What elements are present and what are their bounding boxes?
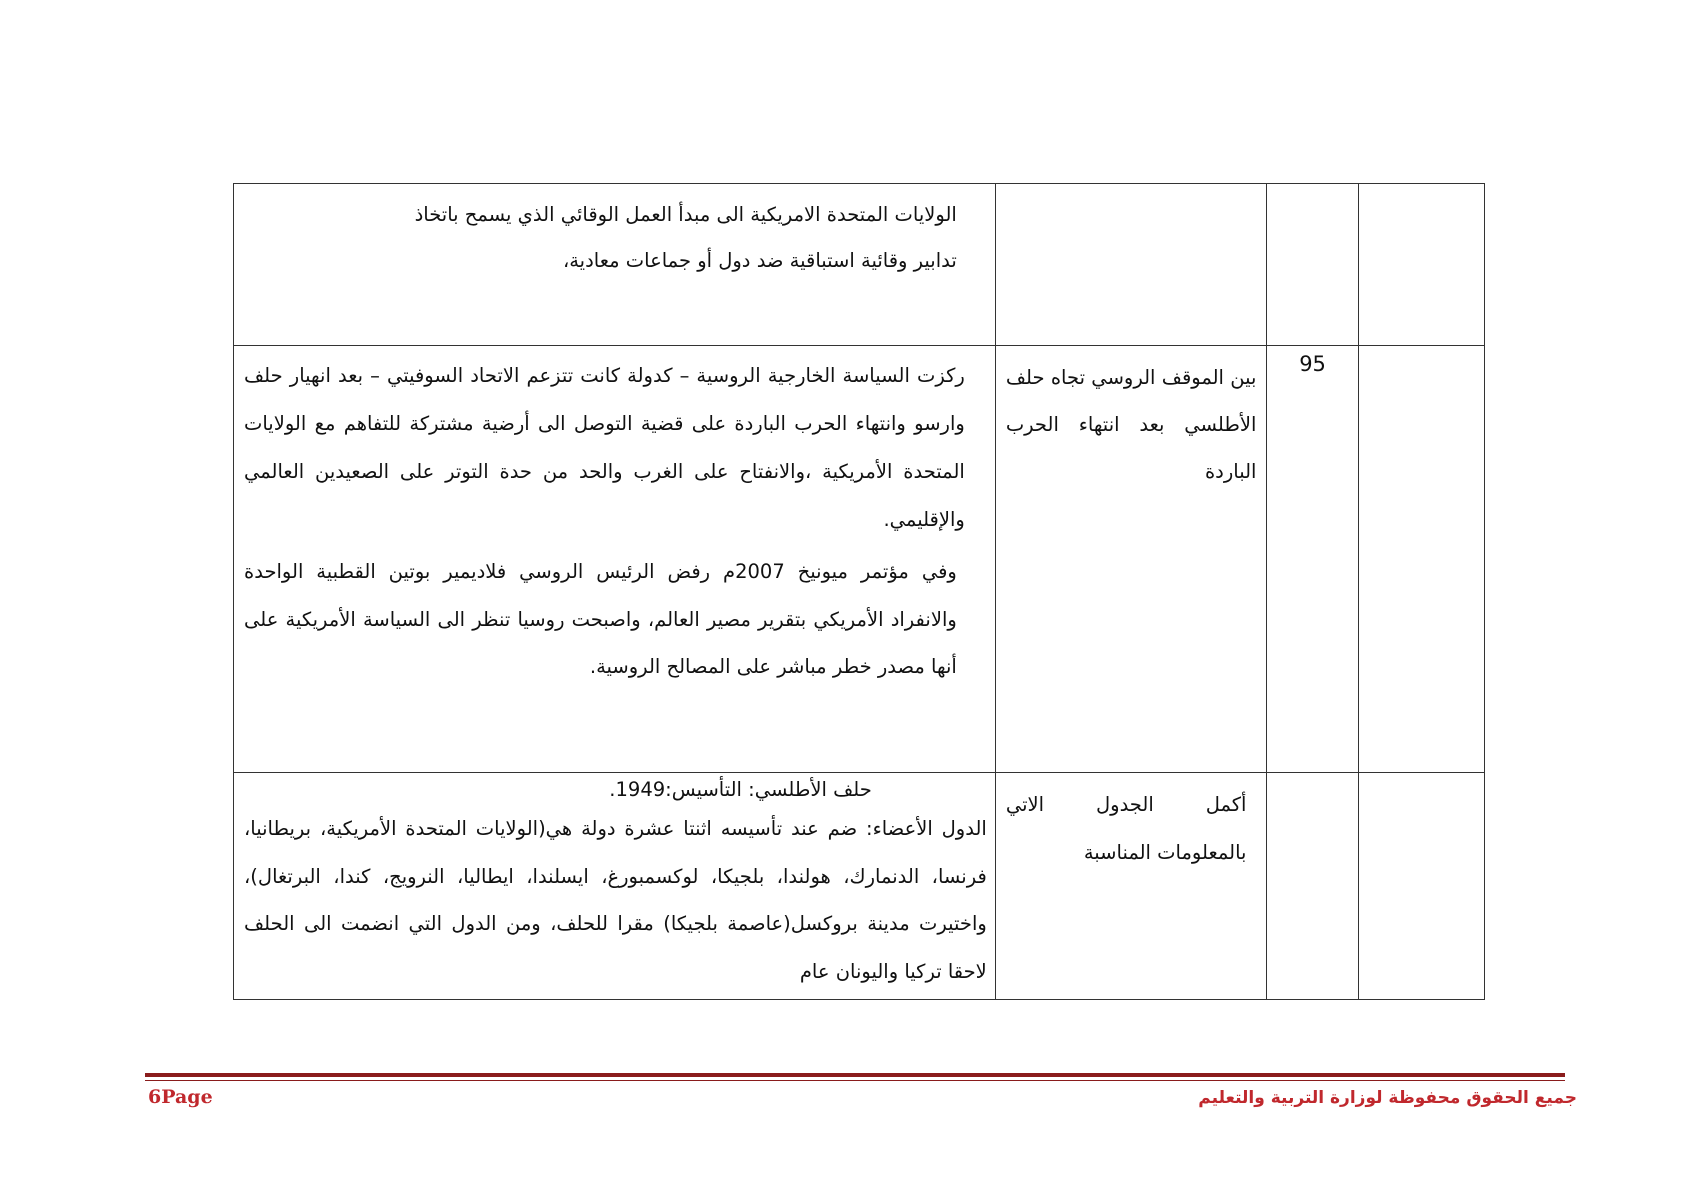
answer-paragraph: الدول الأعضاء: ضم عند تأسيسه اثنتا عشرة دولة هي(الولايات المتحدة الأمريكية، بريطانيا، فرنسا، الدنمارك، هولندا، بلجيكا، لوكسمبورغ، ايسلندا، ايطاليا، النرويج، كندا، البرتغال)، واختيرت مدينة بروكسل(عاصمة بلجيكا) مقرا للحلف، ومن الدول التي انضمت الى الحلف لاحقا تركيا واليونان عام (244, 817, 987, 983)
answer-paragraph: وفي مؤتمر ميونيخ 2007م رفض الرئيس الروسي فلاديمير بوتين القطبية الواحدة والانفراد الأمريكي بتقرير مصير العالم، واصبحت روسيا تنظر الى السياسة الأمريكية على أنها مصدر خطر مباشر على المصالح الروسية. (244, 560, 957, 678)
table-row (234, 184, 1485, 346)
answer-line: تدابير وقائية استباقية ضد دول أو جماعات معادية، (562, 249, 957, 272)
number-cell (1267, 346, 1358, 773)
page-number: 6Page (148, 1086, 213, 1108)
answer-paragraph: ركزت السياسة الخارجية الروسية – كدولة كانت تتزعم الاتحاد السوفيتي – بعد انهيار حلف وارسو وانتهاء الحرب الباردة على قضية التوصل الى أرضية مشتركة للتفاهم مع الولايات المتحدة الأمريكية ،والانفتاح على الغرب والحد من حدة التوتر على الصعيدين العالمي والإقليمي. (244, 364, 965, 531)
question-cell (995, 184, 1267, 346)
table-row (234, 346, 1485, 773)
question-number (1267, 773, 1357, 779)
question-cell (995, 773, 1267, 1000)
blank-cell (1358, 184, 1484, 346)
questions-table (233, 183, 1485, 1000)
question-cell (995, 346, 1267, 773)
number-cell (1267, 773, 1358, 1000)
question-number (1267, 184, 1357, 190)
number-cell (1267, 184, 1358, 346)
question-text: أكمل الجدول الاتي بالمعلومات المناسبة (1005, 793, 1247, 864)
footer-rule-thin (145, 1080, 1565, 1081)
answer-heading: حلف الأطلسي: التأسيس:1949. (609, 778, 872, 801)
question-number: 95 (1299, 352, 1326, 376)
answer-cell (234, 346, 996, 773)
table-row (234, 773, 1485, 1000)
answer-cell (234, 184, 996, 346)
question-text: بين الموقف الروسي تجاه حلف الأطلسي بعد انتهاء الحرب الباردة (1005, 366, 1257, 483)
answer-cell (234, 773, 996, 1000)
blank-cell (1358, 346, 1484, 773)
copyright-notice: جميع الحقوق محفوظة لوزارة التربية والتعليم (1198, 1088, 1577, 1108)
question-text (996, 184, 1267, 192)
blank-cell (1358, 773, 1484, 1000)
footer-rule (145, 1073, 1565, 1077)
answer-line: الولايات المتحدة الامريكية الى مبدأ العمل الوقائي الذي يسمح باتخاذ (414, 203, 957, 226)
